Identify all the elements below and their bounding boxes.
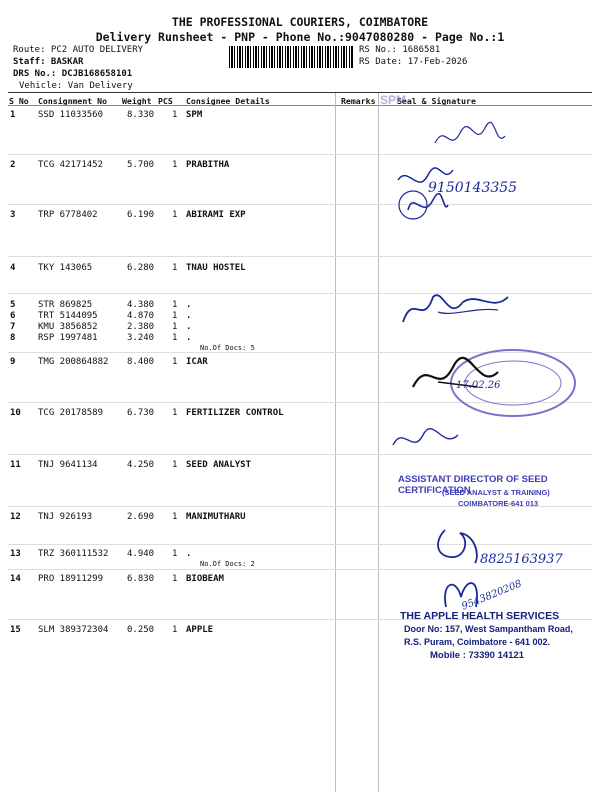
signature-row-1 xyxy=(430,118,510,158)
row-weight: 4.870 xyxy=(127,311,155,321)
faded-stamp-spm: SPM xyxy=(380,93,407,107)
col-sno: S No xyxy=(9,96,29,106)
row-consignee: SPM xyxy=(186,110,203,120)
row-pcs: 1 xyxy=(172,300,178,310)
row-consignee: APPLE xyxy=(186,625,214,635)
row-sno: 5 xyxy=(10,300,16,310)
row-weight: 2.380 xyxy=(127,322,155,332)
row-consignment: SLM 389372304 xyxy=(38,625,109,635)
apple-stamp-line2: Door No: 157, West Sampantham Road, xyxy=(404,624,573,634)
row-consignment: PRO 18911299 xyxy=(38,574,104,584)
row-consignee: . xyxy=(186,333,192,343)
row-weight: 5.700 xyxy=(127,160,155,170)
col-consignment: Consignment No xyxy=(38,96,108,106)
row-weight: 6.830 xyxy=(127,574,155,584)
row-weight: 4.380 xyxy=(127,300,155,310)
row-divider xyxy=(8,256,592,257)
row-consignee: . xyxy=(186,549,192,559)
row-consignment: RSP 1997481 xyxy=(38,333,98,343)
row-sno: 2 xyxy=(10,160,16,170)
apple-stamp-line4: Mobile : 73390 14121 xyxy=(430,650,524,661)
signature-row-4 xyxy=(398,282,518,332)
row-sno: 14 xyxy=(10,574,21,584)
route-label: Route: PC2 AUTO DELIVERY xyxy=(13,45,144,55)
row-weight: 0.250 xyxy=(127,625,155,635)
row-consignment: TNJ 9641134 xyxy=(38,460,98,470)
seed-cert-stamp-line1: ASSISTANT DIRECTOR OF SEED CERTIFICATION xyxy=(398,474,548,496)
handwritten-date: 17.02.26 xyxy=(456,380,501,391)
row-consignment: TMG 200864882 xyxy=(38,357,109,367)
docs-count: No.Of Docs: 5 xyxy=(200,344,255,352)
row-consignee: . xyxy=(186,300,192,310)
row-consignee: ABIRAMI EXP xyxy=(186,210,246,220)
row-consignment: TNJ 926193 xyxy=(38,512,93,522)
staff-label: Staff: BASKAR xyxy=(13,57,84,67)
company-name: THE PROFESSIONAL COURIERS, COIMBATORE xyxy=(171,15,429,29)
row-pcs: 1 xyxy=(172,549,178,559)
row-consignment: TCG 20178589 xyxy=(38,408,104,418)
signature-row-9 xyxy=(408,352,518,402)
row-pcs: 1 xyxy=(172,210,178,220)
row-pcs: 1 xyxy=(172,333,178,343)
row-sno: 11 xyxy=(10,460,21,470)
row-divider xyxy=(8,454,592,455)
row-weight: 4.250 xyxy=(127,460,155,470)
row-consignment: KMU 3856852 xyxy=(38,322,98,332)
row-weight: 2.690 xyxy=(127,512,155,522)
row-consignment: STR 869825 xyxy=(38,300,93,310)
row-weight: 8.400 xyxy=(127,357,155,367)
row-sno: 10 xyxy=(10,408,21,418)
rs-number: RS No.: 1686581 xyxy=(359,45,441,55)
apple-stamp-line1: THE APPLE HEALTH SERVICES xyxy=(400,610,560,622)
row-sno: 12 xyxy=(10,512,21,522)
seed-cert-stamp-line3: COIMBATORE-641 013 xyxy=(458,499,539,508)
row-weight: 3.240 xyxy=(127,333,155,343)
remarks-divider xyxy=(335,93,336,792)
row-pcs: 1 xyxy=(172,574,178,584)
apple-stamp-line3: R.S. Puram, Coimbatore - 641 002. xyxy=(404,637,551,647)
row-pcs: 1 xyxy=(172,460,178,470)
row-sno: 13 xyxy=(10,549,21,559)
row-pcs: 1 xyxy=(172,160,178,170)
row-consignee: MANIMUTHARU xyxy=(186,512,246,522)
row-consignee: SEED ANALYST xyxy=(186,460,252,470)
row-pcs: 1 xyxy=(172,263,178,273)
row-pcs: 1 xyxy=(172,625,178,635)
col-seal: Seal & Signature xyxy=(397,96,476,106)
row-pcs: 1 xyxy=(172,110,178,120)
row-consignee: ICAR xyxy=(186,357,208,367)
row-consignment: TRZ 360111532 xyxy=(38,549,109,559)
row-weight: 6.730 xyxy=(127,408,155,418)
col-weight: Weight xyxy=(122,96,152,106)
row-pcs: 1 xyxy=(172,311,178,321)
row-weight: 4.940 xyxy=(127,549,155,559)
row-sno: 6 xyxy=(10,311,16,321)
vehicle-label: Vehicle: Van Delivery xyxy=(19,81,133,91)
header-underline xyxy=(8,105,592,106)
row-pcs: 1 xyxy=(172,322,178,332)
row-divider xyxy=(8,544,592,545)
row-consignee: BIOBEAM xyxy=(186,574,224,584)
runsheet-title: Delivery Runsheet - PNP - Phone No.:9047080280 - Page No.:1 xyxy=(95,30,505,44)
drs-number: DRS No.: DCJB168658101 xyxy=(13,69,133,79)
row-sno: 1 xyxy=(10,110,16,120)
row-sno: 15 xyxy=(10,625,21,635)
row-sno: 4 xyxy=(10,263,16,273)
row-consignment: TCG 42171452 xyxy=(38,160,104,170)
col-pcs: PCS xyxy=(158,96,173,106)
row-pcs: 1 xyxy=(172,408,178,418)
row-weight: 6.190 xyxy=(127,210,155,220)
col-remarks: Remarks xyxy=(341,96,376,106)
row-consignee: FERTILIZER CONTROL xyxy=(186,408,284,418)
row-weight: 8.330 xyxy=(127,110,155,120)
seed-cert-stamp-line2: (SEED ANALYST & TRAINING) xyxy=(442,488,550,497)
row-weight: 6.280 xyxy=(127,263,155,273)
row-sno: 7 xyxy=(10,322,16,332)
row-divider xyxy=(8,569,592,570)
row-consignee: . xyxy=(186,322,192,332)
handwritten-phone-2: 8825163937 xyxy=(480,552,563,567)
header-rule xyxy=(8,92,592,93)
row-sno: 8 xyxy=(10,333,16,343)
row-consignment: TRT 5144095 xyxy=(38,311,98,321)
row-consignee: TNAU HOSTEL xyxy=(186,263,246,273)
row-consignment: TKY 143065 xyxy=(38,263,93,273)
row-pcs: 1 xyxy=(172,357,178,367)
row-consignment: SSD 11033560 xyxy=(38,110,104,120)
signature-row-10 xyxy=(388,420,488,460)
col-consignee: Consignee Details xyxy=(186,96,270,106)
row-sno: 9 xyxy=(10,357,16,367)
row-consignee: PRABITHA xyxy=(186,160,230,170)
handwritten-phone-1: 9150143355 xyxy=(428,180,518,196)
handwritten-phone-3: 9543820208 xyxy=(460,578,524,613)
row-pcs: 1 xyxy=(172,512,178,522)
docs-count: No.Of Docs: 2 xyxy=(200,560,255,568)
row-consignee: . xyxy=(186,311,192,321)
rs-date: RS Date: 17-Feb-2026 xyxy=(359,57,468,67)
row-sno: 3 xyxy=(10,210,16,220)
row-consignment: TRP 6778402 xyxy=(38,210,98,220)
seal-divider xyxy=(378,93,379,792)
barcode xyxy=(229,46,353,68)
